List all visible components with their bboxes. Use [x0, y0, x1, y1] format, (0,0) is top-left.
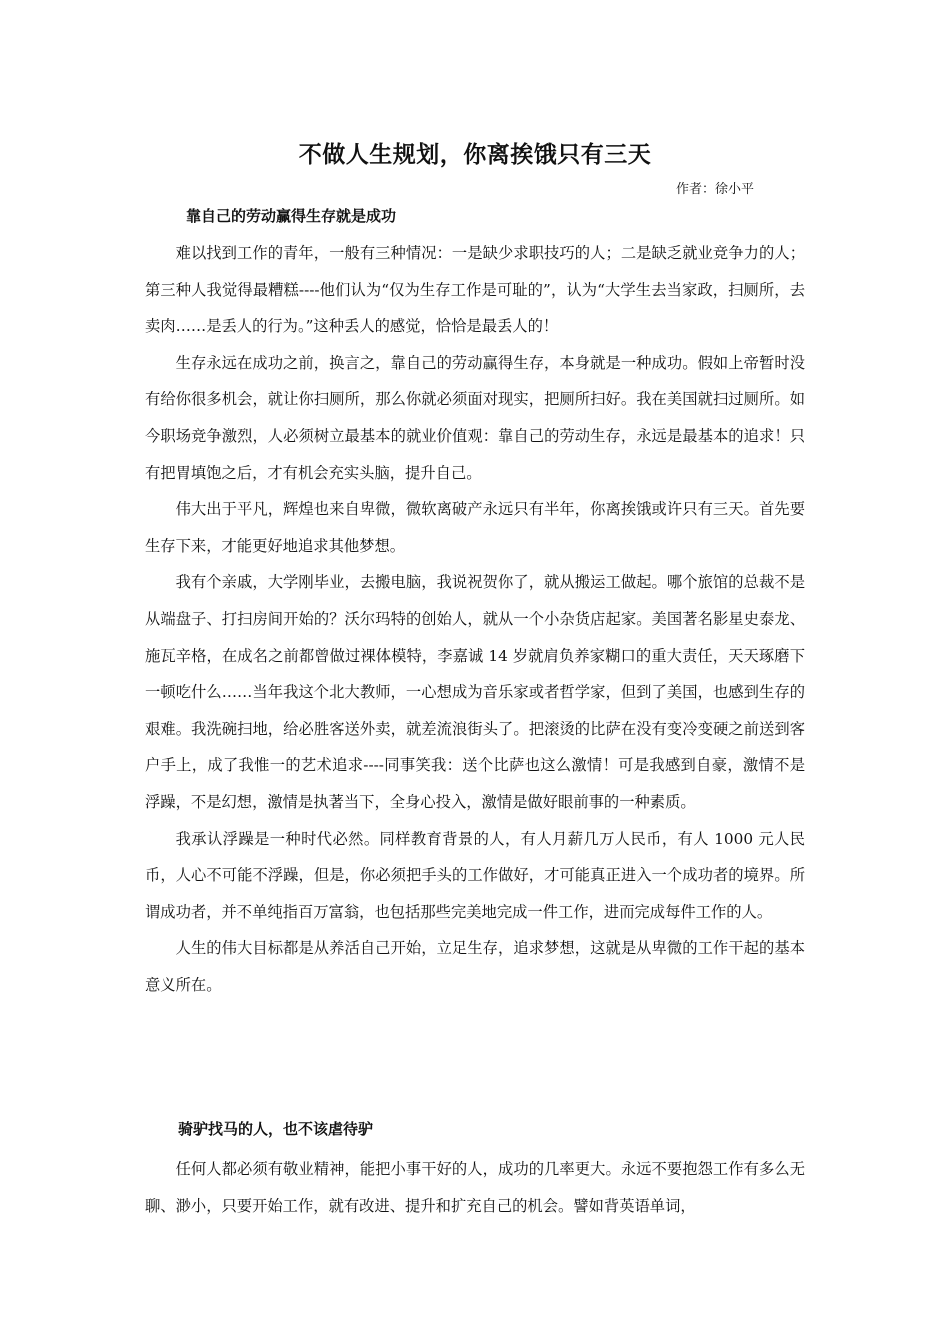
- paragraph: 人生的伟大目标都是从养活自己开始，立足生存，追求梦想，这就是从卑微的工作干起的基本意义所在。: [145, 939, 805, 994]
- section-heading: 靠自己的劳动赢得生存就是成功: [186, 207, 397, 225]
- section-body: [145, 235, 805, 1003]
- paragraph: 我有个亲戚，大学刚毕业，去搬电脑，我说祝贺你了，就从搬运工做起。哪个旅馆的总裁不是从端盘子、打扫房间开始的？沃尔玛特的创始人，就从一个小杂货店起家。美国著名影星史泰龙、施瓦辛格，在成名之前都曾做过裸体模特，李嘉诚 14 岁就肩负养家糊口的重大责任，天天琢磨下一顿吃什么……当年我这个北大教师，一心想成为音乐家或者哲学家，但到了美国，也感到生存的艰难。我洗碗扫地，给必胜客送外卖，就差流浪街头了。把滚烫的比萨在没有变冷变硬之前送到客户手上，成了我惟一的艺术追求----同事笑我：送个比萨也这么激情！可是我感到自豪，激情不是浮躁，不是幻想，激情是执著当下，全身心投入，激情是做好眼前事的一种素质。: [145, 573, 805, 811]
- author-line: 作者：徐小平: [676, 182, 755, 197]
- paragraph: 难以找到工作的青年，一般有三种情况：一是缺少求职技巧的人；二是缺乏就业竞争力的人；第三种人我觉得最糟糕----他们认为“仅为生存工作是可耻的”，认为“大学生去当家政，扫厕所，去卖肉……是丢人的行为。”这种丢人的感觉，恰恰是最丢人的！: [145, 244, 805, 336]
- document-title: 不做人生规划，你离挨饿只有三天: [298, 142, 652, 168]
- paragraph: 伟大出于平凡，辉煌也来自卑微，微软离破产永远只有半年，你离挨饿或许只有三天。首先要生存下来，才能更好地追求其他梦想。: [145, 500, 805, 555]
- paragraph: 我承认浮躁是一种时代必然。同样教育背景的人，有人月薪几万人民币，有人 1000 元人民币，人心不可能不浮躁，但是，你必须把手头的工作做好，才可能真正进入一个成功者的境界。所谓成功者，并不单纯指百万富翁，也包括那些完美地完成一件工作，进而完成每件工作的人。: [145, 829, 805, 921]
- section-heading: 骑驴找马的人，也不该虐待驴: [178, 1120, 374, 1138]
- paragraph: 任何人都必须有敬业精神，能把小事干好的人，成功的几率更大。永远不要抱怨工作有多么无聊、渺小，只要开始工作，就有改进、提升和扩充自己的机会。譬如背英语单词，: [145, 1160, 805, 1215]
- paragraph: 生存永远在成功之前，换言之，靠自己的劳动赢得生存，本身就是一种成功。假如上帝暂时没有给你很多机会，就让你扫厕所，那么你就必须面对现实，把厕所扫好。我在美国就扫过厕所。如今职场竞争激烈，人必须树立最基本的就业价值观：靠自己的劳动生存，永远是最基本的追求！只有把胃填饱之后，才有机会充实头脑，提升自己。: [145, 353, 805, 482]
- section-body: [145, 1151, 805, 1224]
